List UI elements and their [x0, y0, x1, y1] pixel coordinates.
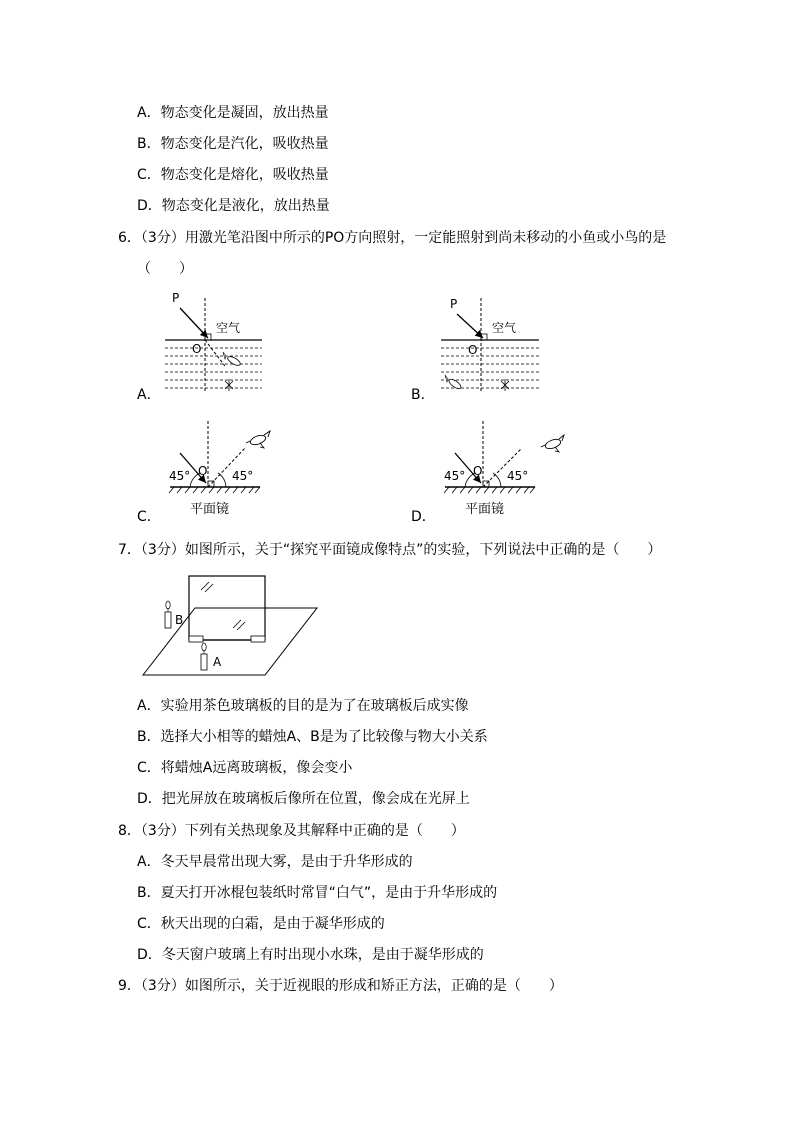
q6-d-angle-left: 45° — [444, 469, 466, 483]
q6-figure-a-letter: A． — [137, 387, 161, 403]
q6-stem-paren: （ ） — [137, 261, 193, 277]
q6-b-label-o: O — [468, 343, 478, 357]
q6-figure-c — [160, 413, 280, 523]
bird-icon — [246, 431, 270, 448]
candle-b-icon — [165, 601, 171, 628]
q6-d-label-o: O — [473, 464, 483, 478]
candle-a-icon — [201, 643, 207, 670]
q8-stem: 8．（3分）下列有关热现象及其解释中正确的是（ ） — [118, 823, 465, 839]
q6-c-angle-left: 45° — [169, 469, 191, 483]
q7-label-a: A — [213, 655, 222, 669]
q8-option-c: C．秋天出现的白霜，是由于凝华形成的 — [137, 916, 385, 932]
q7-option-b: B．选择大小相等的蜡烛A、B是为了比较像与物大小关系 — [137, 729, 488, 745]
q6-c-label-o: O — [198, 464, 208, 478]
q7-option-d: D．把光屏放在玻璃板后像所在位置，像会成在光屏上 — [137, 791, 470, 807]
q5-option-d: D．物态变化是液化，放出热量 — [137, 198, 330, 214]
q6-c-label-mirror: 平面镜 — [190, 502, 230, 517]
q8-option-d: D．冬天窗户玻璃上有时出现小水珠，是由于凝华形成的 — [137, 947, 484, 963]
q6-c-angle-right: 45° — [232, 469, 254, 483]
bird-icon — [541, 435, 564, 452]
q6-figure-b-letter: B． — [411, 387, 435, 403]
q6-stem: 6．（3分）用激光笔沿图中所示的PO方向照射，一定能照射到尚未移动的小鱼或小鸟的是 — [118, 230, 667, 246]
q9-stem: 9．（3分）如图所示，关于近视眼的形成和矫正方法，正确的是（ ） — [118, 978, 563, 994]
q5-option-b: B．物态变化是汽化，吸收热量 — [137, 136, 329, 152]
q6-a-label-p: P — [172, 291, 180, 305]
q6-d-angle-right: 45° — [507, 469, 529, 483]
q5-option-c: C．物态变化是熔化，吸收热量 — [137, 167, 329, 183]
q6-a-label-air: 空气 — [216, 321, 241, 335]
q6-a-label-o: O — [192, 342, 202, 356]
q6-figure-d-letter: D． — [411, 509, 436, 525]
fish-icon — [226, 355, 241, 367]
q7-option-a: A．实验用茶色玻璃板的目的是为了在玻璃板后成实像 — [137, 698, 469, 714]
q6-figure-d — [435, 413, 565, 523]
q6-b-label-p: P — [450, 297, 458, 311]
q6-b-label-air: 空气 — [492, 321, 517, 335]
q8-option-a: A．冬天早晨常出现大雾，是由于升华形成的 — [137, 854, 413, 870]
q8-option-b: B．夏天打开冰棍包装纸时常冒“白气”，是由于升华形成的 — [137, 885, 498, 901]
q7-stem: 7．（3分）如图所示，关于“探究平面镜成像特点”的实验，下列说法中正确的是（ ） — [118, 542, 662, 558]
q5-option-a: A．物态变化是凝固，放出热量 — [137, 105, 329, 121]
q6-d-label-mirror: 平面镜 — [465, 502, 505, 517]
q7-label-b: B — [175, 613, 184, 627]
star-icon — [501, 379, 509, 391]
q6-figure-c-letter: C． — [137, 509, 161, 525]
q7-figure — [135, 570, 325, 680]
star-icon — [225, 379, 233, 391]
fish-icon — [448, 378, 463, 391]
q7-option-c: C．将蜡烛A远离玻璃板，像会变小 — [137, 760, 353, 776]
